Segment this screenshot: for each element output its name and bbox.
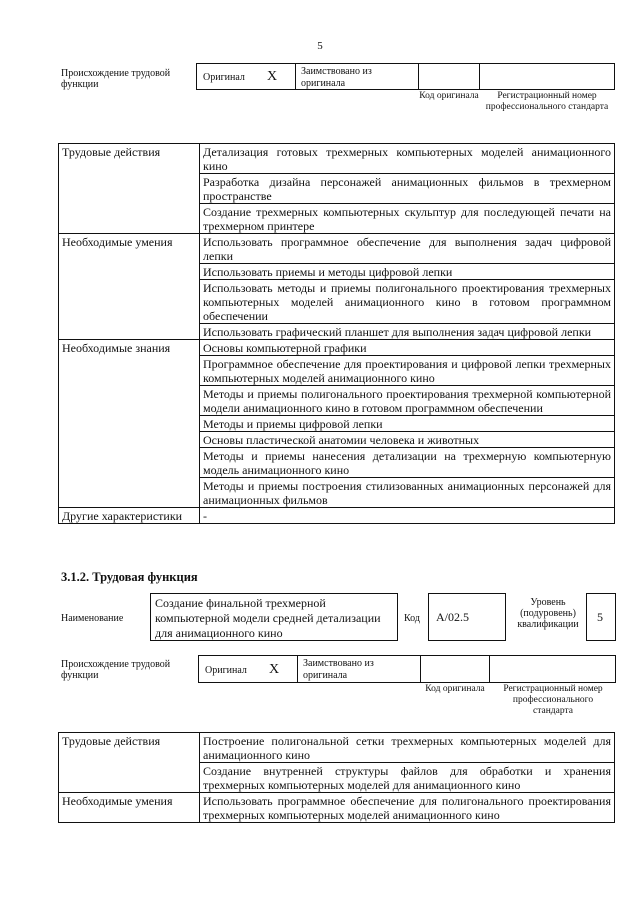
- table-cell: -: [200, 508, 615, 524]
- name-box: [150, 593, 398, 641]
- reg-number-box: [489, 655, 616, 683]
- table-cell: Методы и приемы цифровой лепки: [200, 416, 615, 432]
- reg-number-label: Регистрационный номер профессионального стандарта: [503, 684, 603, 716]
- table-cell: Использовать методы и приемы полигонального проектирования трехмерных компьютерных моделей анимационного кино в готовом программном обеспечении: [200, 280, 615, 324]
- page-number: 5: [317, 40, 323, 52]
- group-header: Другие характеристики: [59, 508, 200, 524]
- borrowed-label: Заимствовано из оригинала: [301, 66, 372, 89]
- table-cell: Методы и приемы нанесения детализации на трехмерную компьютерную модель анимационного кино: [200, 448, 615, 478]
- original-label: Оригинал: [203, 72, 245, 83]
- labor-function-table-1: [58, 143, 615, 524]
- code-label: Код: [404, 613, 420, 624]
- section-title: 3.1.2. Трудовая функция: [61, 570, 198, 584]
- table-cell: Основы пластической анатомии человека и животных: [200, 432, 615, 448]
- table-cell: Программное обеспечение для проектирования и цифровой лепки трехмерных компьютерных моделей анимационного кино: [200, 356, 615, 386]
- x-mark: X: [269, 662, 280, 677]
- level-box: [586, 593, 616, 641]
- level-value: 5: [597, 610, 603, 624]
- group-header: Необходимые знания: [59, 340, 200, 356]
- table-cell: Использовать программное обеспечение для полигонального проектирования трехмерных компьютерных моделей анимационного кино: [200, 793, 615, 823]
- original-box: [198, 655, 298, 683]
- reg-number-box: [479, 63, 615, 90]
- code-original-box: [418, 63, 480, 90]
- table-cell: Построение полигональной сетки трехмерных компьютерных моделей для анимационного кино: [200, 733, 615, 763]
- table-cell: Создание трехмерных компьютерных скульптур для последующей печати на трехмерном принтере: [200, 204, 615, 234]
- original-label: Оригинал: [205, 665, 247, 676]
- origin-label: Происхождение трудовой функции: [61, 68, 171, 90]
- table-cell: Разработка дизайна персонажей анимационных фильмов в трехмерном пространстве: [200, 174, 615, 204]
- table-cell: Методы и приемы полигонального проектирования трехмерной компьютерной модели анимационного кино в готовом программном обеспечении: [200, 386, 615, 416]
- name-value: Создание финальной трехмерной компьютерной модели средней детализации для анимационного кино: [155, 596, 381, 640]
- name-label: Наименование: [61, 613, 124, 624]
- table-cell: Использовать графический планшет для выполнения задач цифровой лепки: [200, 324, 615, 340]
- group-header: Необходимые умения: [59, 793, 200, 823]
- table-cell: Методы и приемы построения стилизованных анимационных персонажей для анимационных фильмов: [200, 478, 615, 508]
- group-header: Трудовые действия: [59, 144, 200, 174]
- borrowed-box: [295, 63, 419, 90]
- table-cell: Использовать приемы и методы цифровой лепки: [200, 264, 615, 280]
- code-original-box: [420, 655, 490, 683]
- code-box: [428, 593, 506, 641]
- table-cell: Детализация готовых трехмерных компьютерных моделей анимационного кино: [200, 144, 615, 174]
- borrowed-label: Заимствовано из оригинала: [303, 658, 374, 681]
- borrowed-box: [297, 655, 421, 683]
- table-cell: Основы компьютерной графики: [200, 340, 615, 356]
- level-label: Уровень (подуровень) квалификации: [517, 597, 579, 630]
- code-original-label: Код оригинала: [425, 684, 485, 694]
- group-header: Трудовые действия: [59, 733, 200, 763]
- group-header: Необходимые умения: [59, 234, 200, 264]
- table-cell: Использовать программное обеспечение для выполнения задач цифровой лепки: [200, 234, 615, 264]
- x-mark: X: [267, 69, 278, 84]
- code-original-label: Код оригинала: [419, 91, 479, 101]
- reg-number-label: Регистрационный номер профессионального стандарта: [485, 91, 609, 112]
- table-cell: Создание внутренней структуры файлов для обработки и хранения трехмерных компьютерных моделей для анимационного кино: [200, 763, 615, 793]
- origin-label: Происхождение трудовой функции: [61, 659, 171, 681]
- code-value: A/02.5: [436, 610, 469, 624]
- labor-function-table-2: [58, 732, 615, 823]
- original-box: [196, 63, 296, 90]
